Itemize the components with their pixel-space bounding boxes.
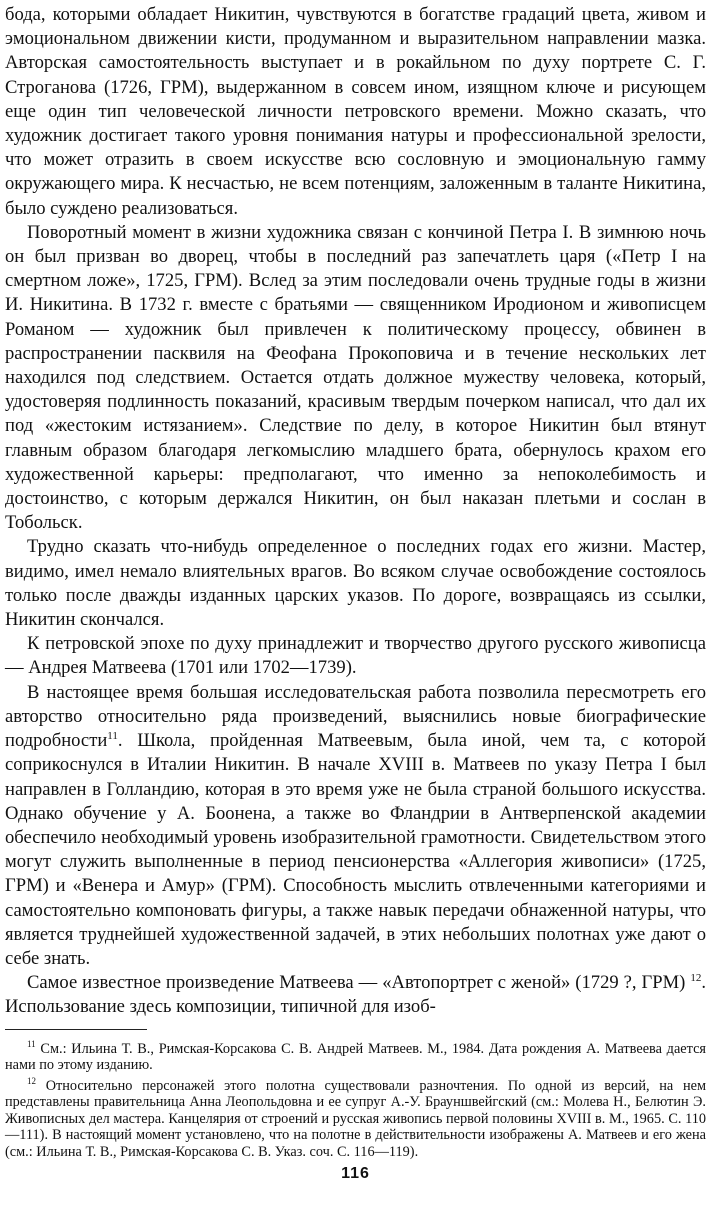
paragraph-6-text-b: . Использование здесь композиции, типичной для изоб- [5, 972, 706, 1018]
main-text [5, 3, 706, 1020]
paragraph-5-text-a: В настоящее время большая исследовательская работа позволила пересмотреть его авторство относительно ряда произведений, выяснились новые биографические подробности [5, 681, 706, 752]
footnote-ref-11: 11 [107, 729, 118, 742]
paragraph-6-text-a: Самое известное произведение Матвеева — «Автопортрет с женой» (1729 ?, ГРМ) [27, 972, 686, 994]
paragraph-4: К петровской эпохе по духу принадлежит и творчество другого русского живописца — Андрея Матвеева (1701 или 1702—1739). [5, 633, 706, 679]
footnote-11 [5, 1036, 706, 1074]
footnote-11-text: См.: Ильина Т. В., Римская-Корсакова С. В. Андрей Матвеев. М., 1984. Дата рождения А. Матвеева дается нами по этому изданию. [5, 1040, 706, 1073]
footnote-ref-12: 12 [690, 971, 702, 984]
paragraph-1: бода, которыми обладает Никитин, чувствуются в богатстве градаций цвета, живом и эмоциональном движении кисти, продуманном и выразительном направлении мазка. Авторская самостоятельность выступает и в рокайльном по духу портрете С. Г. Строганова (1726, ГРМ), выдержанном в совсем ином, изящном ключе и рисующем еще один тип человеческой личности петровского времени. Можно сказать, что художник достигает такого уровня понимания натуры и профессиональной зрелости, что может отразить в своем искусстве всю сословную и эмоциональную гамму окружающего мира. К несчастью, не всем потенциям, заложенным в таланте Никитина, было суждено реализоваться. [5, 4, 706, 219]
paragraph-6 [5, 971, 706, 1019]
paragraph-3: Трудно сказать что-нибудь определенное о последних годах его жизни. Мастер, видимо, имел немало влиятельных врагов. Во всяком случае освобождение состоялось только после дважды изданных царских указов. По дороге, возвращаясь из ссылки, Никитин скончался. [5, 536, 706, 631]
footnote-12 [5, 1073, 706, 1160]
footnote-number-11: 11 [27, 1038, 36, 1049]
paragraph-5 [5, 681, 706, 971]
footnotes [5, 1036, 706, 1160]
paragraph-2: Поворотный момент в жизни художника связан с кончиной Петра I. В зимнюю ночь он был призван во дворец, чтобы в последний раз запечатлеть царя («Петр I на смертном ложе», 1725, ГРМ). Вслед за этим последовали очень трудные годы в жизни И. Никитина. В 1732 г. вместе с братьями — священником Иродионом и живописцем Романом — художник был привлечен к политическому процессу, обвинен в распространении пасквиля на Феофана Прокоповича и в течение нескольких лет находился под следствием. Остается отдать должное мужеству человека, который, удостоверяя подлинность показаний, красивым твердым почерком написал, что дал их под «жестоким истязанием». Следствие по делу, в которое Никитин был втянут главным образом благодаря легкомыслию младшего брата, обернулось крахом его художественной карьеры: предполагают, что именно за непоколебимость и достоинство, с которым держался Никитин, он был наказан плетьми и сослан в Тобольск. [5, 221, 706, 534]
footnote-number-12: 12 [27, 1076, 36, 1087]
paragraph-5-text-b: . Школа, пройденная Матвеевым, была иной, чем та, с которой соприкоснулся в Италии Никитин. В начале XVIII в. Матвеев по указу Петра I был направлен в Голландию, которая в это время уже не была страной большого искусства. Однако обучение у А. Боонена, а также во Фландрии в Антверпенской академии обеспечило необходимый уровень изобразительной грамотности. Свидетельством этого могут служить выполненные в период пенсионерства «Аллегория живописи» (1725, ГРМ) и «Венера и Амур» (ГРМ). Способность мыслить отвлеченными категориями и самостоятельно компоновать фигуры, а также навык передачи обнаженной натуры, что является труднейшей художественной задачей, в этих небольших полотнах уже дают о себе знать. [5, 730, 706, 969]
footnote-12-text: Относительно персонажей этого полотна существовали разночтения. По одной из версий, на нем представлены правительница Анна Леопольдовна и ее супруг А.-У. Брауншвейгский (см.: Молева Н., Белютин Э. Живописных дел мастера. Канцелярия от строений и русская живопись первой половины XVIII в. М., 1965. С. 110—111). В настоящий момент установлено, что на полотне в действительности изображены А. Матвеев и его жена (см.: Ильина Т. В., Римская-Корсакова С. В. Указ. соч. С. 116—119). [5, 1077, 706, 1160]
page-number: 116 [341, 1165, 370, 1182]
footnote-divider [5, 1029, 147, 1030]
